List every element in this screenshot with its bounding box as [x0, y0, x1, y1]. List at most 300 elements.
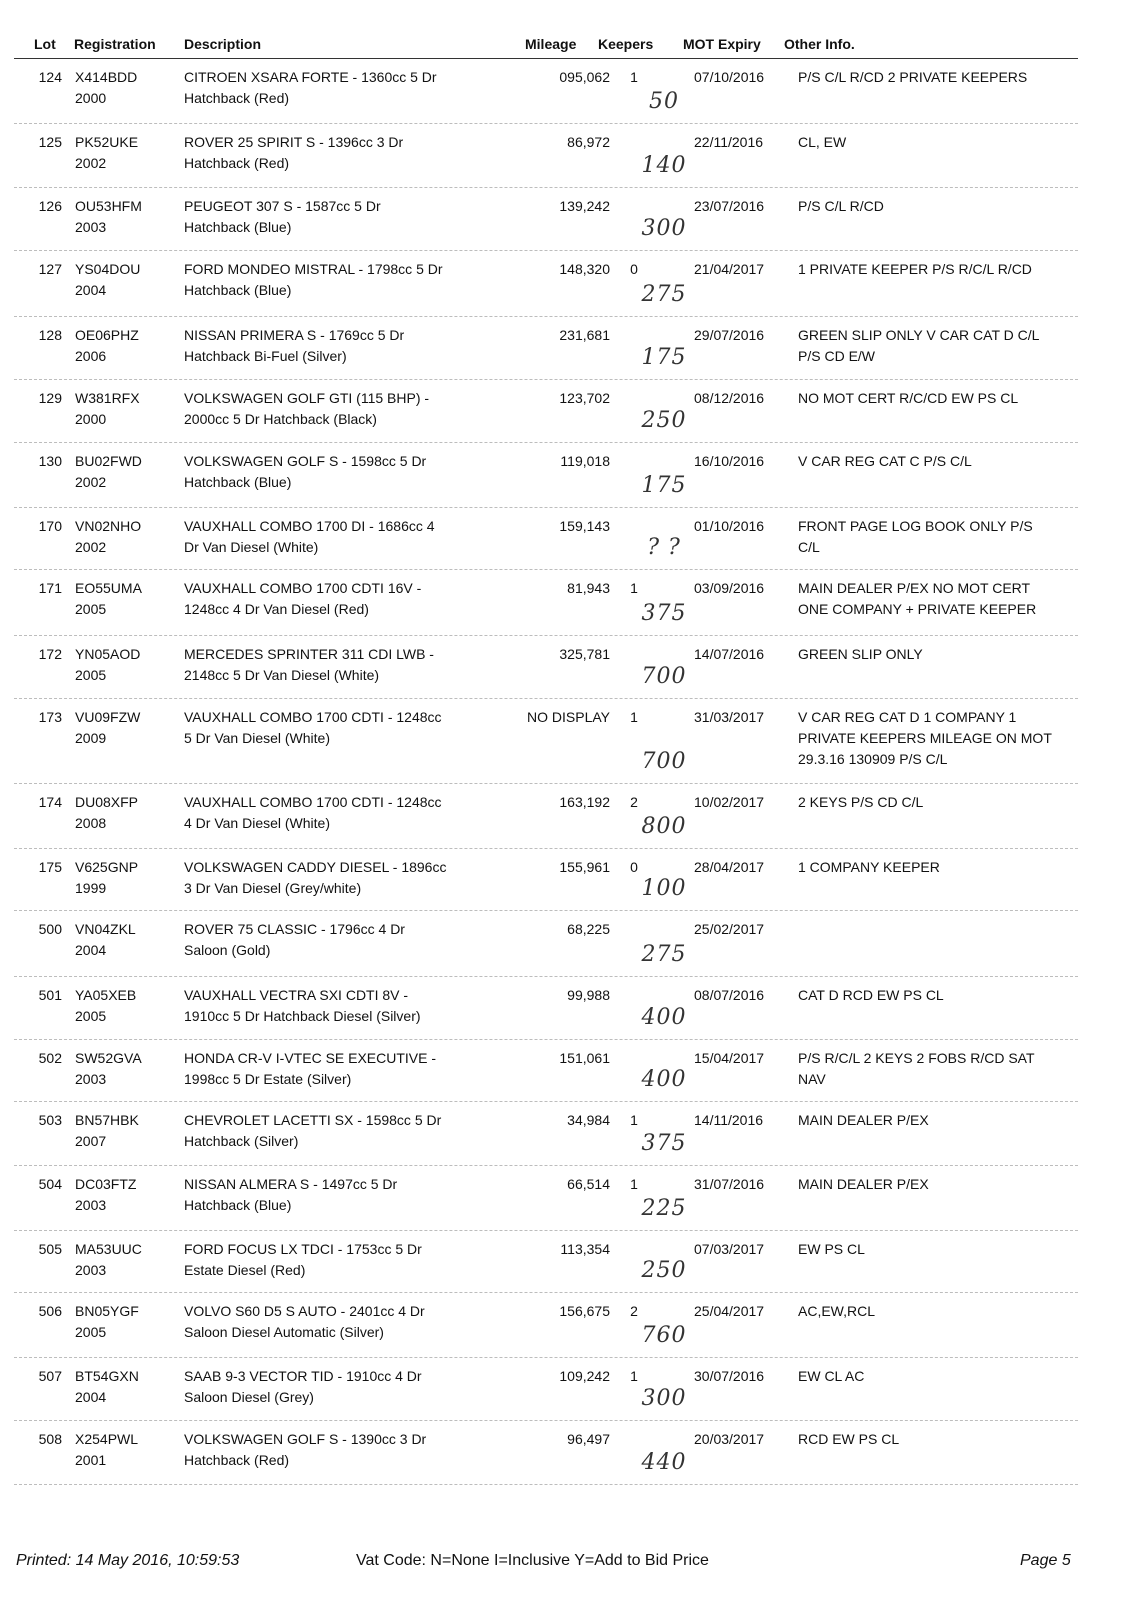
keepers-count: 1 — [630, 69, 638, 85]
registration-plate: W381RFX — [75, 390, 140, 406]
description-line: Saloon Diesel (Grey) — [184, 1389, 314, 1405]
description-line: VOLKSWAGEN CADDY DIESEL - 1896cc — [184, 859, 447, 875]
mot-expiry: 28/04/2017 — [694, 859, 765, 875]
table-row — [14, 977, 1078, 1040]
table-row — [14, 188, 1078, 251]
other-info-line: MAIN DEALER P/EX NO MOT CERT — [798, 580, 1031, 596]
lot-number: 125 — [38, 134, 62, 150]
registration-year: 2003 — [75, 1071, 107, 1087]
handwritten-bid: 700 — [641, 749, 687, 774]
table-row — [14, 1358, 1078, 1421]
mileage: 159,143 — [559, 518, 610, 534]
description-line: 1248cc 4 Dr Van Diesel (Red) — [184, 601, 369, 617]
mot-expiry: 22/11/2016 — [694, 134, 764, 150]
mileage: 151,061 — [559, 1050, 610, 1066]
description-line: VOLKSWAGEN GOLF S - 1390cc 3 Dr — [184, 1431, 427, 1447]
lot-number: 502 — [38, 1050, 62, 1066]
registration-plate: VN04ZKL — [75, 921, 136, 937]
description-line: Hatchback (Red) — [184, 1452, 290, 1468]
mileage: 148,320 — [559, 261, 610, 277]
table-row — [14, 317, 1078, 380]
mot-expiry: 23/07/2016 — [694, 198, 765, 214]
handwritten-bid: 300 — [641, 1386, 687, 1411]
other-info — [798, 1174, 1083, 1195]
registration-year: 2000 — [75, 411, 107, 427]
description-line: 5 Dr Van Diesel (White) — [184, 730, 331, 746]
description-line: ROVER 25 SPIRIT S - 1396cc 3 Dr — [184, 134, 404, 150]
description-line: MERCEDES SPRINTER 311 CDI LWB - — [184, 646, 434, 662]
other-info — [798, 1301, 1083, 1322]
registration-cell — [75, 516, 175, 558]
mot-expiry: 08/12/2016 — [694, 390, 765, 406]
registration-year: 2000 — [75, 90, 107, 106]
registration-cell — [75, 578, 175, 620]
registration-cell — [75, 1429, 175, 1471]
mot-expiry: 16/10/2016 — [694, 453, 765, 469]
description-line: VOLKSWAGEN GOLF S - 1598cc 5 Dr — [184, 453, 427, 469]
mileage: 96,497 — [567, 1431, 610, 1447]
other-info-line: EW CL AC — [798, 1368, 865, 1384]
registration-cell — [75, 325, 175, 367]
other-info — [798, 707, 1083, 770]
registration-year: 2008 — [75, 815, 107, 831]
col-mot-expiry-header: MOT Expiry — [683, 36, 761, 52]
registration-year: 2004 — [75, 942, 107, 958]
description-line: Hatchback Bi-Fuel (Silver) — [184, 348, 347, 364]
mot-expiry: 10/02/2017 — [694, 794, 765, 810]
registration-plate: OU53HFM — [75, 198, 142, 214]
mot-expiry: 31/03/2017 — [694, 709, 765, 725]
description-line: Dr Van Diesel (White) — [184, 539, 319, 555]
mileage: 34,984 — [567, 1112, 610, 1128]
registration-cell — [75, 388, 175, 430]
description-line: Saloon (Gold) — [184, 942, 271, 958]
other-info-line: RCD EW PS CL — [798, 1431, 900, 1447]
keepers-count: 2 — [630, 1303, 638, 1319]
description-line: VOLVO S60 D5 S AUTO - 2401cc 4 Dr — [184, 1303, 425, 1319]
keepers-count: 1 — [630, 580, 638, 596]
description-line: Hatchback (Blue) — [184, 474, 292, 490]
lot-number: 170 — [38, 518, 62, 534]
table-row — [14, 1293, 1078, 1358]
other-info — [798, 644, 1083, 665]
other-info-line: NAV — [798, 1071, 826, 1087]
registration-plate: OE06PHZ — [75, 327, 139, 343]
description-cell — [184, 792, 494, 834]
description-line: Hatchback (Red) — [184, 155, 290, 171]
registration-plate: V625GNP — [75, 859, 139, 875]
keepers-count: 1 — [630, 1112, 638, 1128]
registration-year: 2009 — [75, 730, 107, 746]
other-info-line: 29.3.16 130909 P/S C/L — [798, 751, 948, 767]
registration-year: 2006 — [75, 348, 107, 364]
col-description-header: Description — [184, 36, 262, 52]
mot-expiry: 08/07/2016 — [694, 987, 765, 1003]
description-cell — [184, 451, 494, 493]
registration-year: 2003 — [75, 1197, 107, 1213]
mileage: 325,781 — [559, 646, 610, 662]
other-info — [798, 259, 1083, 280]
lot-number: 175 — [38, 859, 62, 875]
description-cell — [184, 1048, 494, 1090]
registration-cell — [75, 792, 175, 834]
registration-cell — [75, 857, 175, 899]
lot-number: 506 — [38, 1303, 62, 1319]
handwritten-bid: 375 — [641, 1131, 687, 1156]
registration-plate: YA05XEB — [75, 987, 137, 1003]
registration-plate: BN05YGF — [75, 1303, 139, 1319]
description-line: 3 Dr Van Diesel (Grey/white) — [184, 880, 362, 896]
description-line: Hatchback (Blue) — [184, 1197, 292, 1213]
other-info-line: PRIVATE KEEPERS MILEAGE ON MOT — [798, 730, 1052, 746]
description-line: CITROEN XSARA FORTE - 1360cc 5 Dr — [184, 69, 437, 85]
registration-year: 2002 — [75, 539, 107, 555]
mot-expiry: 14/11/2016 — [694, 1112, 764, 1128]
mileage: 113,354 — [560, 1241, 610, 1257]
keepers-count: 1 — [630, 1368, 638, 1384]
registration-cell — [75, 1301, 175, 1343]
table-row — [14, 251, 1078, 317]
table-row — [14, 570, 1078, 636]
mot-expiry: 20/03/2017 — [694, 1431, 765, 1447]
description-line: Hatchback (Blue) — [184, 219, 292, 235]
description-line: VAUXHALL VECTRA SXI CDTI 8V - — [184, 987, 409, 1003]
description-line: Estate Diesel (Red) — [184, 1262, 306, 1278]
other-info-line: 1 COMPANY KEEPER — [798, 859, 940, 875]
registration-cell — [75, 259, 175, 301]
mileage: 86,972 — [567, 134, 610, 150]
description-cell — [184, 132, 494, 174]
lot-number: 501 — [38, 987, 62, 1003]
lot-number: 174 — [38, 794, 62, 810]
handwritten-bid: 800 — [641, 814, 687, 839]
table-row — [14, 1421, 1078, 1485]
table-row — [14, 784, 1078, 849]
lot-number: 126 — [38, 198, 62, 214]
other-info-line: AC,EW,RCL — [798, 1303, 876, 1319]
description-line: FORD MONDEO MISTRAL - 1798cc 5 Dr — [184, 261, 443, 277]
mileage: 095,062 — [559, 69, 610, 85]
registration-year: 2002 — [75, 474, 107, 490]
other-info — [798, 388, 1083, 409]
description-line: 2148cc 5 Dr Van Diesel (White) — [184, 667, 380, 683]
description-cell — [184, 857, 494, 899]
table-row — [14, 508, 1078, 570]
registration-plate: EO55UMA — [75, 580, 142, 596]
description-cell — [184, 1429, 494, 1471]
lot-number: 124 — [38, 69, 62, 85]
registration-plate: SW52GVA — [75, 1050, 142, 1066]
registration-year: 1999 — [75, 880, 107, 896]
page-number: Page 5 — [1020, 1552, 1071, 1569]
table-row — [14, 1102, 1078, 1166]
col-lot-header: Lot — [34, 36, 56, 52]
col-mileage-header: Mileage — [525, 36, 577, 52]
other-info-line: ONE COMPANY + PRIVATE KEEPER — [798, 601, 1037, 617]
description-line: Hatchback (Red) — [184, 90, 290, 106]
registration-cell — [75, 132, 175, 174]
keepers-count: 0 — [630, 859, 638, 875]
description-cell — [184, 919, 494, 961]
lot-number: 129 — [38, 390, 62, 406]
registration-cell — [75, 919, 175, 961]
description-line: VAUXHALL COMBO 1700 CDTI - 1248cc — [184, 709, 442, 725]
registration-plate: BU02FWD — [75, 453, 142, 469]
mot-expiry: 25/04/2017 — [694, 1303, 765, 1319]
description-cell — [184, 259, 494, 301]
table-row — [14, 1166, 1078, 1231]
registration-cell — [75, 1048, 175, 1090]
other-info — [798, 325, 1083, 367]
description-line: Hatchback (Silver) — [184, 1133, 299, 1149]
other-info-line: GREEN SLIP ONLY — [798, 646, 923, 662]
handwritten-bid: 760 — [641, 1323, 687, 1348]
registration-year: 2004 — [75, 1389, 107, 1405]
lot-number: 507 — [38, 1368, 62, 1384]
registration-year: 2003 — [75, 219, 107, 235]
mileage: 139,242 — [559, 198, 610, 214]
registration-plate: BT54GXN — [75, 1368, 139, 1384]
other-info-line: P/S C/L R/CD — [798, 198, 884, 214]
mot-expiry: 14/07/2016 — [694, 646, 765, 662]
handwritten-bid: 400 — [641, 1005, 687, 1030]
other-info-line: EW PS CL — [798, 1241, 865, 1257]
description-line: VOLKSWAGEN GOLF GTI (115 BHP) - — [184, 390, 430, 406]
description-line: 4 Dr Van Diesel (White) — [184, 815, 331, 831]
printed-timestamp: Printed: 14 May 2016, 10:59:53 — [16, 1552, 240, 1569]
registration-plate: YN05AOD — [75, 646, 141, 662]
description-line: VAUXHALL COMBO 1700 CDTI 16V - — [184, 580, 422, 596]
mileage: 81,943 — [567, 580, 610, 596]
registration-cell — [75, 1239, 175, 1281]
registration-cell — [75, 644, 175, 686]
other-info — [798, 1429, 1083, 1450]
registration-cell — [75, 985, 175, 1027]
col-registration-header: Registration — [74, 36, 156, 52]
mileage: 156,675 — [559, 1303, 610, 1319]
registration-cell — [75, 196, 175, 238]
description-line: Hatchback (Blue) — [184, 282, 292, 298]
other-info — [798, 132, 1083, 153]
description-line: 1910cc 5 Dr Hatchback Diesel (Silver) — [184, 1008, 421, 1024]
description-cell — [184, 707, 494, 749]
other-info-line: NO MOT CERT R/C/CD EW PS CL — [798, 390, 1019, 406]
handwritten-bid: 225 — [641, 1196, 687, 1221]
registration-cell — [75, 1110, 175, 1152]
lot-number: 128 — [38, 327, 62, 343]
registration-plate: BN57HBK — [75, 1112, 139, 1128]
registration-year: 2005 — [75, 1008, 107, 1024]
lot-table — [14, 59, 1078, 1485]
keepers-count: 2 — [630, 794, 638, 810]
other-info-line: P/S C/L R/CD 2 PRIVATE KEEPERS — [798, 69, 1028, 85]
lot-number: 172 — [38, 646, 62, 662]
mot-expiry: 07/03/2017 — [694, 1241, 765, 1257]
lot-number: 127 — [38, 261, 62, 277]
registration-plate: MA53UUC — [75, 1241, 142, 1257]
vat-code-legend: Vat Code: N=None I=Inclusive Y=Add to Bid Price — [356, 1552, 709, 1569]
description-line: 1998cc 5 Dr Estate (Silver) — [184, 1071, 352, 1087]
other-info-line: CAT D RCD EW PS CL — [798, 987, 944, 1003]
description-line: ROVER 75 CLASSIC - 1796cc 4 Dr — [184, 921, 405, 937]
registration-plate: VN02NHO — [75, 518, 142, 534]
description-cell — [184, 1239, 494, 1281]
registration-plate: VU09FZW — [75, 709, 141, 725]
registration-year: 2001 — [75, 1452, 107, 1468]
registration-plate: YS04DOU — [75, 261, 141, 277]
table-row — [14, 1231, 1078, 1293]
registration-year: 2003 — [75, 1262, 107, 1278]
handwritten-bid: 50 — [649, 89, 679, 114]
other-info — [798, 1366, 1083, 1387]
handwritten-bid: 440 — [641, 1450, 687, 1475]
description-line: Saloon Diesel Automatic (Silver) — [184, 1324, 384, 1340]
registration-plate: X414BDD — [75, 69, 138, 85]
mileage: 66,514 — [567, 1176, 610, 1192]
registration-plate: X254PWL — [75, 1431, 139, 1447]
other-info-line: MAIN DEALER P/EX — [798, 1176, 929, 1192]
description-cell — [184, 388, 494, 430]
mileage: 163,192 — [559, 794, 610, 810]
col-other-info-header: Other Info. — [784, 36, 855, 52]
lot-number: 503 — [38, 1112, 62, 1128]
other-info-line: CL, EW — [798, 134, 847, 150]
keepers-count: 1 — [630, 709, 638, 725]
description-line: NISSAN ALMERA S - 1497cc 5 Dr — [184, 1176, 398, 1192]
keepers-count: 0 — [630, 261, 638, 277]
mot-expiry: 07/10/2016 — [694, 69, 765, 85]
lot-number: 504 — [38, 1176, 62, 1192]
handwritten-bid: 140 — [641, 153, 687, 178]
lot-number: 171 — [38, 580, 62, 596]
registration-year: 2002 — [75, 155, 107, 171]
other-info-line: FRONT PAGE LOG BOOK ONLY P/S — [798, 518, 1033, 534]
other-info — [798, 196, 1083, 217]
registration-year: 2005 — [75, 1324, 107, 1340]
mileage: 231,681 — [559, 327, 610, 343]
handwritten-bid: 250 — [641, 1258, 687, 1283]
description-cell — [184, 67, 494, 109]
description-cell — [184, 1301, 494, 1343]
registration-cell — [75, 67, 175, 109]
mot-expiry: 29/07/2016 — [694, 327, 765, 343]
table-row — [14, 59, 1078, 124]
other-info — [798, 1110, 1083, 1131]
col-keepers-header: Keepers — [598, 36, 654, 52]
description-cell — [184, 516, 494, 558]
table-row — [14, 443, 1078, 508]
table-header — [14, 34, 1078, 59]
table-row — [14, 124, 1078, 188]
registration-year: 2007 — [75, 1133, 107, 1149]
other-info — [798, 1239, 1083, 1260]
other-info-line: GREEN SLIP ONLY V CAR CAT D C/L — [798, 327, 1040, 343]
other-info — [798, 857, 1083, 878]
description-cell — [184, 325, 494, 367]
handwritten-bid: 300 — [641, 216, 687, 241]
other-info — [798, 985, 1083, 1006]
table-row — [14, 636, 1078, 699]
registration-year: 2005 — [75, 601, 107, 617]
handwritten-bid: 275 — [641, 942, 687, 967]
other-info-line: 1 PRIVATE KEEPER P/S R/C/L R/CD — [798, 261, 1032, 277]
handwritten-bid: 175 — [641, 345, 687, 370]
description-line: FORD FOCUS LX TDCI - 1753cc 5 Dr — [184, 1241, 422, 1257]
table-row — [14, 911, 1078, 977]
mileage: 68,225 — [567, 921, 610, 937]
mileage: 123,702 — [559, 390, 610, 406]
mot-expiry: 15/04/2017 — [694, 1050, 765, 1066]
other-info-line: C/L — [798, 539, 820, 555]
registration-cell — [75, 1366, 175, 1408]
lot-number: 505 — [38, 1241, 62, 1257]
description-cell — [184, 1110, 494, 1152]
registration-cell — [75, 1174, 175, 1216]
description-cell — [184, 644, 494, 686]
registration-plate: DC03FTZ — [75, 1176, 137, 1192]
table-row — [14, 849, 1078, 911]
mot-expiry: 03/09/2016 — [694, 580, 765, 596]
mileage: 109,242 — [559, 1368, 610, 1384]
other-info-line: P/S R/C/L 2 KEYS 2 FOBS R/CD SAT — [798, 1050, 1035, 1066]
description-cell — [184, 1174, 494, 1216]
mileage: NO DISPLAY — [527, 709, 610, 725]
other-info — [798, 1048, 1083, 1090]
registration-plate: DU08XFP — [75, 794, 139, 810]
description-line: 2000cc 5 Dr Hatchback (Black) — [184, 411, 377, 427]
table-row — [14, 699, 1078, 784]
mot-expiry: 30/07/2016 — [694, 1368, 765, 1384]
handwritten-bid: 375 — [641, 601, 687, 626]
other-info — [798, 67, 1083, 88]
lot-number: 500 — [38, 921, 62, 937]
table-row — [14, 1040, 1078, 1102]
other-info — [798, 451, 1083, 472]
registration-year: 2005 — [75, 667, 107, 683]
description-line: SAAB 9-3 VECTOR TID - 1910cc 4 Dr — [184, 1368, 422, 1384]
description-cell — [184, 1366, 494, 1408]
description-line: VAUXHALL COMBO 1700 DI - 1686cc 4 — [184, 518, 435, 534]
handwritten-bid: ? ? — [647, 535, 681, 560]
mileage: 155,961 — [559, 859, 610, 875]
description-line: PEUGEOT 307 S - 1587cc 5 Dr — [184, 198, 381, 214]
other-info-line: V CAR REG CAT D 1 COMPANY 1 — [798, 709, 1017, 725]
mot-expiry: 25/02/2017 — [694, 921, 765, 937]
handwritten-bid: 400 — [641, 1067, 687, 1092]
other-info — [798, 578, 1083, 620]
handwritten-bid: 250 — [641, 408, 687, 433]
handwritten-bid: 175 — [641, 473, 687, 498]
other-info — [798, 516, 1083, 558]
keepers-count: 1 — [630, 1176, 638, 1192]
description-line: CHEVROLET LACETTI SX - 1598cc 5 Dr — [184, 1112, 442, 1128]
description-line: VAUXHALL COMBO 1700 CDTI - 1248cc — [184, 794, 442, 810]
description-cell — [184, 985, 494, 1027]
lot-number: 508 — [38, 1431, 62, 1447]
other-info-line: 2 KEYS P/S CD C/L — [798, 794, 924, 810]
table-row — [14, 380, 1078, 443]
other-info-line: P/S CD E/W — [798, 348, 876, 364]
registration-cell — [75, 707, 175, 749]
description-line: HONDA CR-V I-VTEC SE EXECUTIVE - — [184, 1050, 437, 1066]
handwritten-bid: 275 — [641, 282, 687, 307]
other-info-line: MAIN DEALER P/EX — [798, 1112, 929, 1128]
registration-plate: PK52UKE — [75, 134, 139, 150]
other-info-line: V CAR REG CAT C P/S C/L — [798, 453, 972, 469]
mileage: 119,018 — [560, 453, 610, 469]
lot-number: 130 — [38, 453, 62, 469]
mot-expiry: 21/04/2017 — [694, 261, 765, 277]
